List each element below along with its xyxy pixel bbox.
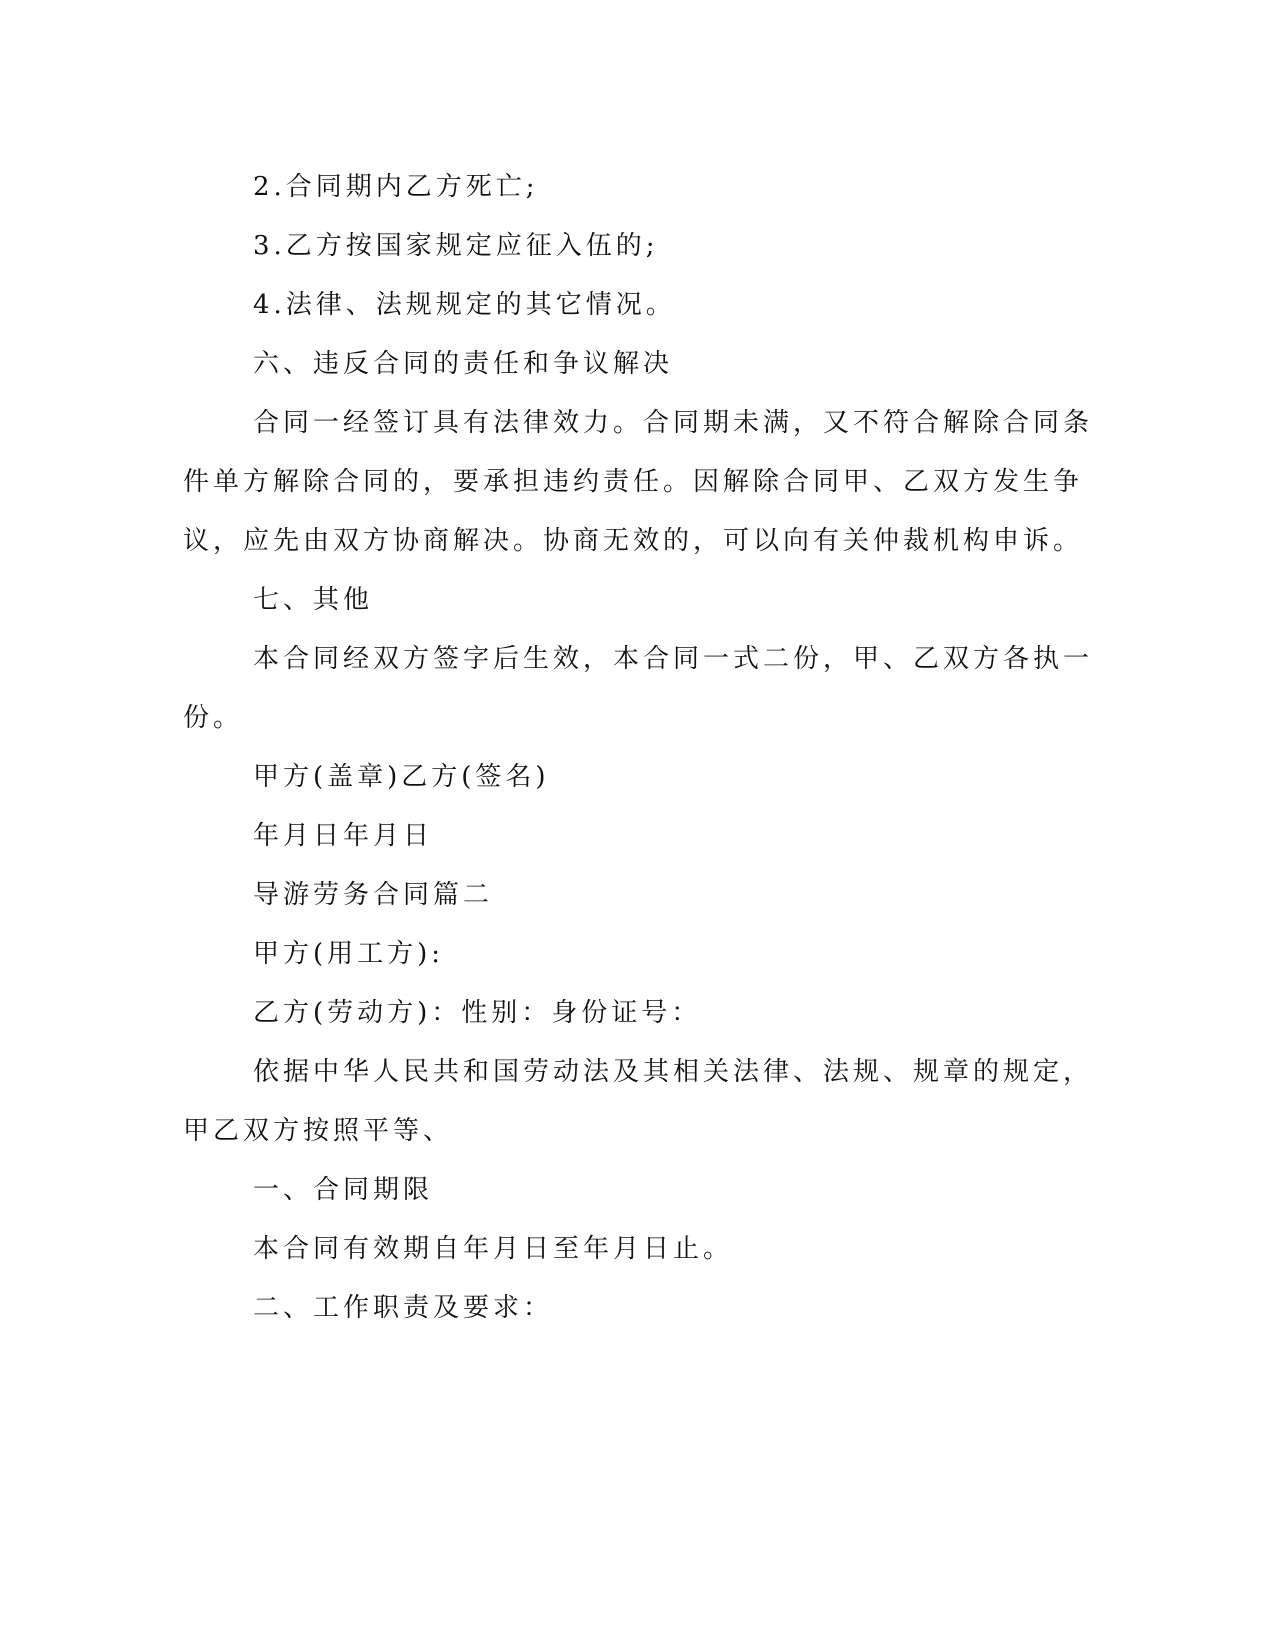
paragraph-line: 甲乙双方按照平等、 [183,1116,454,1146]
clause-item-2: 2.合同期内乙方死亡; [253,172,539,202]
clause-item-3: 3.乙方按国家规定应征入伍的; [253,231,659,261]
section-heading-six: 六、违反合同的责任和争议解决 [253,349,674,379]
section-heading-two: 二、工作职责及要求： [253,1293,554,1323]
paragraph-line: 件单方解除合同的，要承担违约责任。因解除合同甲、乙双方发生争 [183,467,1084,497]
paragraph-line: 合同一经签订具有法律效力。合同期未满，又不符合解除合同条 [253,408,1094,438]
party-b-line: 乙方(劳动方)：性别：身份证号： [253,998,702,1028]
document-subtitle: 导游劳务合同篇二 [253,880,494,910]
paragraph-line: 本合同有效期自年月日至年月日止。 [253,1234,734,1264]
section-heading-one: 一、合同期限 [253,1175,434,1205]
paragraph-line: 本合同经双方签字后生效，本合同一式二份，甲、乙双方各执一 [253,644,1094,674]
signature-line: 甲方(盖章)乙方(签名) [253,762,550,792]
paragraph-line: 议，应先由双方协商解决。协商无效的，可以向有关仲裁机构申诉。 [183,526,1084,556]
clause-item-4: 4.法律、法规规定的其它情况。 [253,290,676,320]
paragraph-line: 份。 [183,703,244,733]
document-body [183,158,1094,1338]
party-a-line: 甲方(用工方): [253,939,445,969]
date-line: 年月日年月日 [253,821,434,851]
section-heading-seven: 七、其他 [253,585,374,615]
paragraph-line: 依据中华人民共和国劳动法及其相关法律、法规、规章的规定， [253,1057,1094,1087]
